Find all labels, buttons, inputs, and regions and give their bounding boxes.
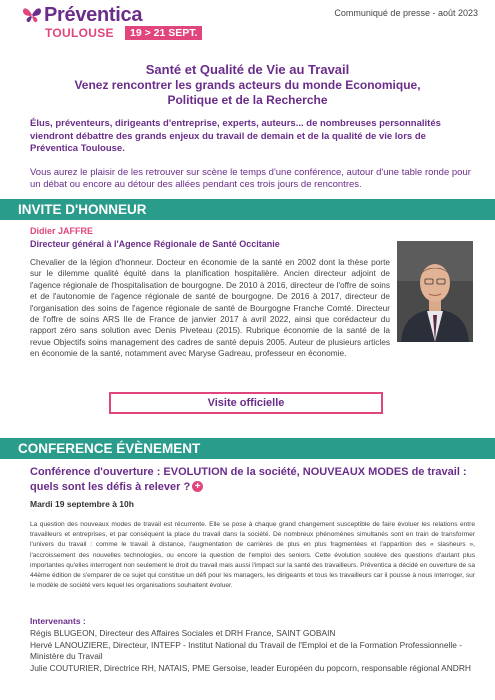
guest-role: Directeur général à l'Agence Régionale de Santé Occitanie <box>30 239 280 249</box>
page-subtitle-line2: Politique et de la Recherche <box>167 93 328 107</box>
plus-icon[interactable]: + <box>192 481 203 492</box>
page-titles <box>0 62 495 108</box>
butterfly-logo-icon <box>22 6 42 24</box>
conference-section-label: CONFERENCE ÉVÈNEMENT <box>18 438 216 459</box>
conference-description: La question des nouveaux modes de travail est récurrente. Elle se pose à chaque grand changement susceptible de faire évoluer les relations entre travailleurs et entreprises, et par conséquent la place du travail dans la société. De nombreux phénomènes simultanés sont en train de transformer l'univers du travail : comme le travail à distance, l'augmentation de carrières de plus en plus fragmentées et l'apparition des « slasheurs », l'accroissement des nouvelles technologies, ou encore la question de l'emploi des seniors. Cette évolution soulève des questions d'autant plus importantes qu'elles interrogent non seulement le droit du travail mais aussi l'impact sur la santé des travailleurs. Préventica a décidé en ouverture de sa 44ème édition de s'emparer de ce sujet qui constitue un défi pour les managers, les dirigeants et tous les travailleurs car il pousse à nous interroger, sur le modèle de société vers lequel les organisations souhaitent évoluer. <box>30 521 475 590</box>
guest-name: Didier JAFFRE <box>30 226 94 236</box>
guest-photo <box>397 241 473 342</box>
conference-date: Mardi 19 septembre à 10h <box>30 499 134 509</box>
official-visit-button[interactable]: Visite officielle <box>109 392 383 414</box>
header <box>0 0 495 48</box>
intro <box>30 118 475 192</box>
speakers-heading: Intervenants : <box>30 616 86 626</box>
portrait-image <box>397 241 473 342</box>
conference-title <box>30 465 470 495</box>
speaker-item: Hervé LANOUZIERE, Directeur, INTEFP - Institut National du Travail de l'Emploi et de la Formation Professionnelle - Ministère du Travail <box>30 639 462 662</box>
page-title: Santé et Qualité de Vie au Travail <box>145 62 350 77</box>
conference-section-bar <box>0 438 495 459</box>
guest-section-bar <box>0 199 495 220</box>
guest-bio: Chevalier de la légion d'honneur. Docteur en économie de la santé en 2002 dont la thèse porte sur le dilemme qualité équité dans la planification hospitalière. Ancien directeur adjoint de l'agence régionale de l'hospitalisation de bourgogne. De 2010 à 2016, directeur de l'offre de soins et de l'autonomie de l'agence régionale de santé de bourgogne. De 2016 à 2017, directeur de l'organisation des soins de l'agence régionale de santé de Bourgogne Franche Comté. Directeur de l'offre de soins ARS Ile de France de janvier 2017 à avril 2022, ainsi que corédacteur du rapport zéro sans solution avec Denis Piveteau (2015). Rubrique économie de la santé de la revue Objectifs soins management des cadres de santé depuis 2005. Auteur de plusieurs articles en économie de la santé, notamment avec Maryse Gadreau, professeur en économie. <box>30 257 390 359</box>
event-dates: 19 > 21 SEPT. <box>125 26 202 40</box>
speaker-item: Régis BLUGEON, Directeur des Affaires Sociales et DRH France, SAINT GOBAIN <box>30 628 336 638</box>
intro-paragraph: Vous aurez le plaisir de les retrouver sur scène le temps d'une conférence, autour d'une table ronde pour un débat ou encore au détour des allées pendant ces trois jours de rencontres. <box>30 166 471 190</box>
brand-name: Préventica <box>44 4 143 26</box>
event-city: TOULOUSE <box>45 26 114 40</box>
press-release-label: Communiqué de presse - août 2023 <box>334 8 478 18</box>
speaker-item: Julie COUTURIER, Directrice RH, NATAIS, PME Gersoise, leader Européen du popcorn, responsable régional ANDRH <box>30 662 471 673</box>
intro-bold-paragraph: Élus, préventeurs, dirigeants d'entreprise, experts, auteurs... de nombreuses personnalités viendront débattre des grands enjeux du travail de demain et de la qualité de vie lors de Préventica Toulouse. <box>30 118 441 154</box>
page-subtitle-line1: Venez rencontrer les grands acteurs du monde Economique, <box>74 78 421 92</box>
guest-section-label: INVITE D'HONNEUR <box>18 199 162 220</box>
conference-title-text: Conférence d'ouverture : EVOLUTION de la société, NOUVEAUX MODES de travail : quels sont les défis à relever ? <box>30 466 467 493</box>
speakers-list <box>30 628 475 674</box>
